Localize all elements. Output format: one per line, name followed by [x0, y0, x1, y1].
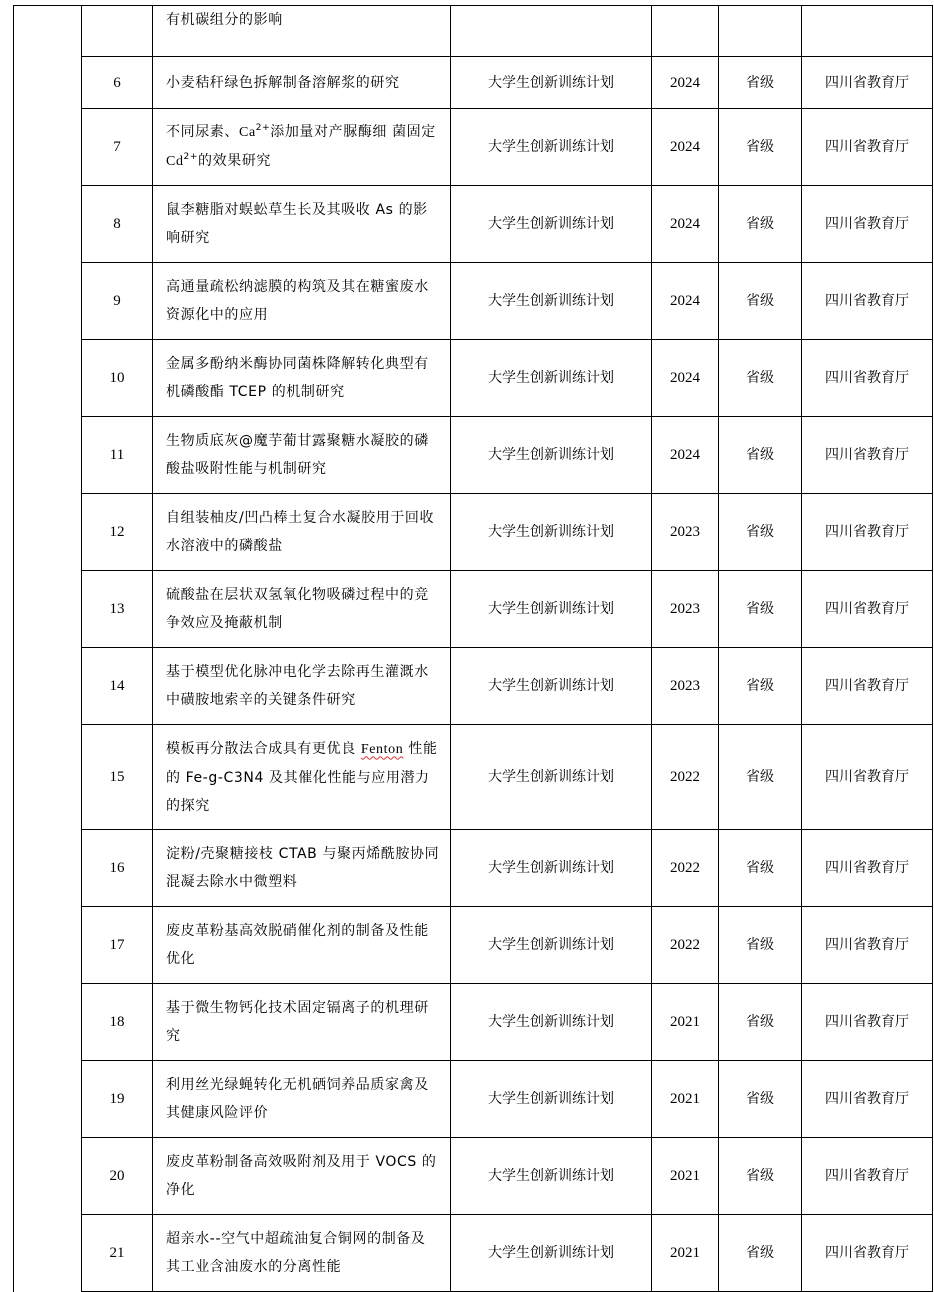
department-cell: 四川省教育厅	[802, 186, 933, 263]
level-cell: 省级	[719, 571, 802, 648]
level-cell: 省级	[719, 57, 802, 109]
department-cell: 四川省教育厅	[802, 1215, 933, 1292]
number-cell: 12	[82, 494, 153, 571]
program-cell: 大学生创新训练计划	[451, 494, 652, 571]
number-cell: 9	[82, 263, 153, 340]
title-cell: 超亲水--空气中超疏油复合铜网的制备及其工业含油废水的分离性能	[153, 1215, 451, 1292]
title-part: Cd	[166, 154, 184, 169]
year-cell: 2022	[652, 907, 719, 984]
year-cell: 2024	[652, 263, 719, 340]
level-cell: 省级	[719, 725, 802, 830]
title-cell: 废皮革粉基高效脱硝催化剂的制备及性能优化	[153, 907, 451, 984]
year-cell: 2024	[652, 186, 719, 263]
table-row	[14, 340, 933, 417]
table-row	[14, 571, 933, 648]
number-cell: 14	[82, 648, 153, 725]
table-row	[14, 648, 933, 725]
department-cell: 四川省教育厅	[802, 830, 933, 907]
title-cell: 淀粉/壳聚糖接枝 CTAB 与聚丙烯酰胺协同混凝去除水中微塑料	[153, 830, 451, 907]
table-row	[14, 907, 933, 984]
title-cell: 自组装柚皮/凹凸棒土复合水凝胶用于回收水溶液中的磷酸盐	[153, 494, 451, 571]
title-part: 模板再分散法合成具有更优良	[166, 740, 361, 757]
title-cell: 生物质底灰@魔芋葡甘露聚糖水凝胶的磷酸盐吸附性能与机制研究	[153, 417, 451, 494]
level-cell: 省级	[719, 907, 802, 984]
title-cell: 基于模型优化脉冲电化学去除再生灌溉水中磺胺地索辛的关键条件研究	[153, 648, 451, 725]
number-cell: 7	[82, 109, 153, 186]
program-cell: 大学生创新训练计划	[451, 1061, 652, 1138]
title-cell	[153, 109, 451, 186]
level-cell: 省级	[719, 984, 802, 1061]
program-cell: 大学生创新训练计划	[451, 1138, 652, 1215]
project-table	[13, 5, 933, 1292]
table-row	[14, 263, 933, 340]
title-part: 不同尿素、	[166, 124, 239, 140]
program-cell: 大学生创新训练计划	[451, 984, 652, 1061]
level-cell	[719, 6, 802, 57]
number-cell: 6	[82, 57, 153, 109]
department-cell: 四川省教育厅	[802, 725, 933, 830]
title-cell: 利用丝光绿蝇转化无机硒饲养品质家禽及其健康风险评价	[153, 1061, 451, 1138]
title-part: Ca	[239, 125, 256, 140]
department-cell	[802, 6, 933, 57]
number-cell	[82, 6, 153, 57]
level-cell: 省级	[719, 494, 802, 571]
program-cell	[451, 6, 652, 57]
year-cell: 2023	[652, 494, 719, 571]
program-cell: 大学生创新训练计划	[451, 186, 652, 263]
year-cell: 2024	[652, 340, 719, 417]
program-cell: 大学生创新训练计划	[451, 340, 652, 417]
department-cell: 四川省教育厅	[802, 984, 933, 1061]
level-cell: 省级	[719, 1061, 802, 1138]
number-cell: 15	[82, 725, 153, 830]
number-cell: 16	[82, 830, 153, 907]
year-cell: 2021	[652, 1138, 719, 1215]
title-cell: 小麦秸秆绿色拆解制备溶解浆的研究	[153, 57, 451, 109]
year-cell: 2022	[652, 725, 719, 830]
program-cell: 大学生创新训练计划	[451, 417, 652, 494]
title-cell: 高通量疏松纳滤膜的构筑及其在糖蜜废水资源化中的应用	[153, 263, 451, 340]
table-row	[14, 494, 933, 571]
program-cell: 大学生创新训练计划	[451, 830, 652, 907]
year-cell: 2024	[652, 417, 719, 494]
level-cell: 省级	[719, 263, 802, 340]
department-cell: 四川省教育厅	[802, 907, 933, 984]
year-cell: 2024	[652, 109, 719, 186]
year-cell: 2021	[652, 1215, 719, 1292]
title-cell: 金属多酚纳米酶协同菌株降解转化典型有机磷酸酯 TCEP 的机制研究	[153, 340, 451, 417]
table-row	[14, 830, 933, 907]
year-cell: 2021	[652, 1061, 719, 1138]
year-cell: 2023	[652, 648, 719, 725]
title-part: 性能的 Fe-g-C3N4 及其催化性能与应用潜力的探究	[166, 740, 438, 814]
program-cell: 大学生创新训练计划	[451, 263, 652, 340]
number-cell: 19	[82, 1061, 153, 1138]
number-cell: 18	[82, 984, 153, 1061]
department-cell: 四川省教育厅	[802, 340, 933, 417]
program-cell: 大学生创新训练计划	[451, 648, 652, 725]
title-part: 添加量对产脲酶细 菌固定	[270, 124, 436, 140]
program-cell: 大学生创新训练计划	[451, 1215, 652, 1292]
number-cell: 13	[82, 571, 153, 648]
title-cell: 基于微生物钙化技术固定镉离子的机理研究	[153, 984, 451, 1061]
level-cell: 省级	[719, 340, 802, 417]
table-row	[14, 1138, 933, 1215]
category-cell	[14, 6, 82, 1292]
title-cell	[153, 725, 451, 830]
level-cell: 省级	[719, 186, 802, 263]
table-row-continued	[14, 6, 933, 57]
title-part: 2+	[255, 123, 271, 133]
table-row	[14, 725, 933, 830]
department-cell: 四川省教育厅	[802, 571, 933, 648]
department-cell: 四川省教育厅	[802, 1138, 933, 1215]
title-part: 的效果研究	[198, 153, 272, 169]
table-row	[14, 417, 933, 494]
title-cell: 废皮革粉制备高效吸附剂及用于 VOCS 的净化	[153, 1138, 451, 1215]
program-cell: 大学生创新训练计划	[451, 571, 652, 648]
year-cell: 2021	[652, 984, 719, 1061]
level-cell: 省级	[719, 1138, 802, 1215]
number-cell: 20	[82, 1138, 153, 1215]
department-cell: 四川省教育厅	[802, 263, 933, 340]
department-cell: 四川省教育厅	[802, 1061, 933, 1138]
title-cell: 有机碳组分的影响	[153, 6, 451, 57]
number-cell: 17	[82, 907, 153, 984]
program-cell: 大学生创新训练计划	[451, 57, 652, 109]
year-cell: 2023	[652, 571, 719, 648]
year-cell: 2024	[652, 57, 719, 109]
department-cell: 四川省教育厅	[802, 417, 933, 494]
number-cell: 21	[82, 1215, 153, 1292]
program-cell: 大学生创新训练计划	[451, 907, 652, 984]
table-row	[14, 57, 933, 109]
level-cell: 省级	[719, 417, 802, 494]
level-cell: 省级	[719, 109, 802, 186]
title-part: Fenton	[360, 741, 404, 757]
department-cell: 四川省教育厅	[802, 57, 933, 109]
title-cell: 鼠李糖脂对蜈蚣草生长及其吸收 As 的影响研究	[153, 186, 451, 263]
department-cell: 四川省教育厅	[802, 648, 933, 725]
program-cell: 大学生创新训练计划	[451, 109, 652, 186]
table-row	[14, 1215, 933, 1292]
number-cell: 10	[82, 340, 153, 417]
year-cell: 2022	[652, 830, 719, 907]
table-row	[14, 1061, 933, 1138]
title-cell: 硫酸盐在层状双氢氧化物吸磷过程中的竞争效应及掩蔽机制	[153, 571, 451, 648]
department-cell: 四川省教育厅	[802, 494, 933, 571]
level-cell: 省级	[719, 648, 802, 725]
level-cell: 省级	[719, 1215, 802, 1292]
table-row	[14, 186, 933, 263]
program-cell: 大学生创新训练计划	[451, 725, 652, 830]
table-row	[14, 109, 933, 186]
level-cell: 省级	[719, 830, 802, 907]
table-row	[14, 984, 933, 1061]
department-cell: 四川省教育厅	[802, 109, 933, 186]
number-cell: 8	[82, 186, 153, 263]
number-cell: 11	[82, 417, 153, 494]
title-part: 2+	[183, 152, 199, 162]
year-cell	[652, 6, 719, 57]
